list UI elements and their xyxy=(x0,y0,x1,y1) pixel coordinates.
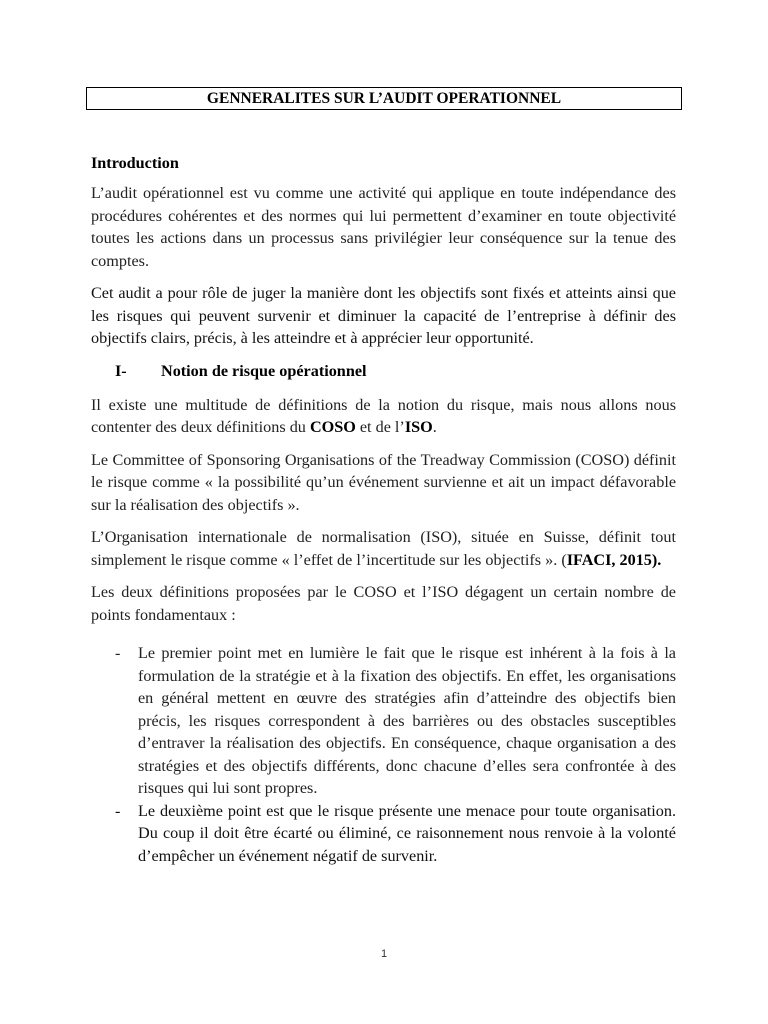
iso-definition-text: L’Organisation internationale de normalisation (ISO), située en Suisse, définit tout simplement le risque comme « l’effet de l’incertitude sur les objectifs ». ( xyxy=(91,528,676,569)
risk-definitions-text: Il existe une multitude de définitions de la notion du risque, mais nous allons nous contenter des deux définitions du xyxy=(91,395,676,436)
points-list xyxy=(91,642,676,867)
intro-paragraph-1: L’audit opérationnel est vu comme une activité qui applique en toute indépendance des procédures cohérentes et des normes qui lui permettent d’examiner en toute objectivité toutes les actions dans un processus sans privilégier leur conséquence sur la tenue des comptes. xyxy=(91,184,676,270)
list-item xyxy=(91,800,676,868)
risk-definitions-paragraph xyxy=(91,394,676,439)
intro-heading: Introduction xyxy=(91,154,179,172)
page-number: 1 xyxy=(380,948,388,960)
list-item-text: Le deuxième point est que le risque présente une menace pour toute organisation. Du coup il doit être écarté ou éliminé, ce raisonnement nous renvoie à la volonté d’empêcher un événement négatif de survenir. xyxy=(138,801,676,865)
coso-bold: COSO xyxy=(309,418,356,436)
section-title: Notion de risque opérationnel xyxy=(161,361,367,380)
section-heading-1 xyxy=(91,360,676,382)
iso-bold: ISO xyxy=(404,418,433,436)
list-dash: - xyxy=(115,801,121,820)
fundamental-points-paragraph: Les deux définitions proposées par le COSO et l’ISO dégagent un certain nombre de points fondamentaux : xyxy=(91,583,676,624)
list-item-text: Le premier point met en lumière le fait que le risque est inhérent à la fois à la formulation de la stratégie et à la fixation des objectifs. En effet, les organisations en général mettent en œuvre des stratégies afin d’atteindre des objectifs bien précis, les risques correspondent à des barrières ou des obstacles susceptibles d’entraver la réalisation des objectifs. En conséquence, chaque organisation a des stratégies et des objectifs différents, donc chacune d’elles sera confrontée à des risques qui lui sont propres. xyxy=(138,644,676,797)
document-title: GENNERALITES SUR L’AUDIT OPERATIONNEL xyxy=(86,87,682,110)
list-dash: - xyxy=(115,644,121,662)
risk-definitions-mid: et de l’ xyxy=(355,418,405,436)
list-item xyxy=(91,642,676,800)
intro-paragraph-2: Cet audit a pour rôle de juger la manière dont les objectifs sont fixés et atteints ainsi que les risques qui peuvent survenir et diminuer la capacité de l’entreprise à définir des objectifs clairs, précis, à les atteindre et à apprécier leur opportunité. xyxy=(91,284,676,347)
citation-bold: IFACI, 2015). xyxy=(566,550,662,569)
iso-definition-paragraph xyxy=(91,526,676,571)
coso-definition-paragraph: Le Committee of Sponsoring Organisations of the Treadway Commission (COSO) définit le risque comme « la possibilité qu’un événement survienne et ait un impact défavorable sur la réalisation des objectifs ». xyxy=(91,450,676,514)
section-number: I- xyxy=(115,361,127,380)
document-body xyxy=(91,152,676,867)
risk-definitions-end: . xyxy=(432,418,437,436)
